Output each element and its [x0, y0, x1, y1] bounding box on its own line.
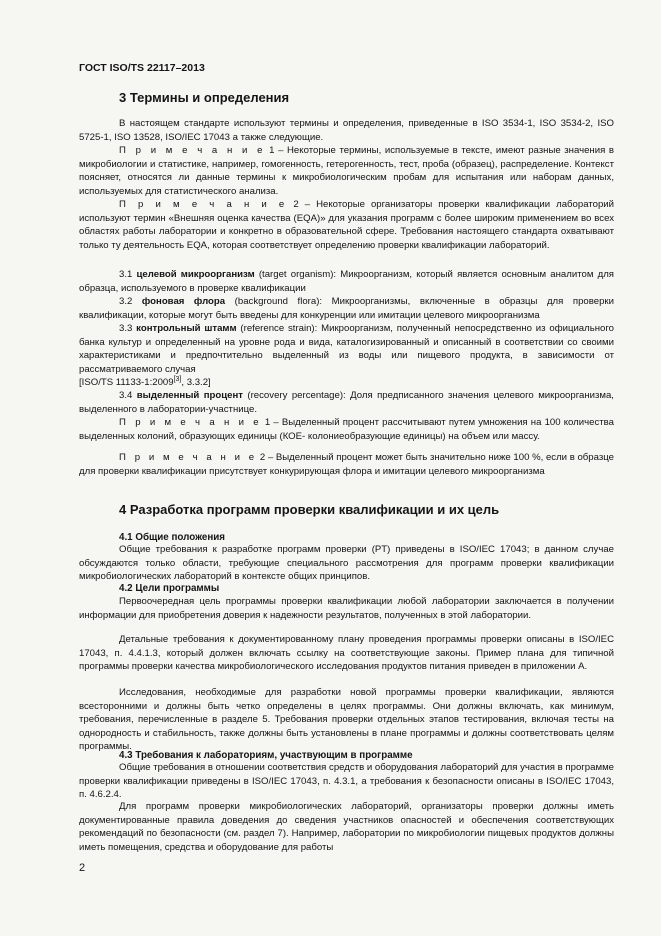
term-3-4-note-2: [79, 451, 614, 478]
note-number: 1 –: [265, 145, 287, 156]
term-3-3: [79, 322, 614, 376]
section-3-title: 3 Термины и определения: [119, 90, 290, 105]
note-text: Некоторые организаторы проверки квалификации лабораторий используют термин «Внешняя оценка качества (EQA)» для указания программ с более широким применением во всех областях работы лаборатории и конкретно в образовательной сфере. Требования настоящего стандарта охватывают только ту деятельность EQA, которая соответствует определению проверки квалификации лабораторий.: [79, 199, 614, 251]
term-definition: (target organism): Микроорганизм, который является основным аналитом для образца, используемого в проверке квалификации: [79, 269, 614, 294]
term-3-3-reference: [79, 376, 614, 390]
section-4-title: 4 Разработка программ проверки квалификации и их цель: [119, 502, 500, 517]
reference-sup: [3]: [173, 375, 182, 383]
term-name: контрольный штамм: [136, 323, 237, 334]
term-definition: (reference strain): Микроорганизм, полученный непосредственно из официального банка культур и определенный на уровне рода и вида, каталогизированный и описанный в соответствии со своими характеристиками и предпочтительно выделенный из воды или пищевого продукта, в зависимости от рассматриваемого случая: [79, 323, 614, 375]
term-number: 3.3: [119, 323, 137, 334]
term-number: 3.1: [119, 269, 137, 280]
note-2: [79, 198, 614, 252]
subsection-4-1-paragraph: Общие требования к разработке программ проверки (PT) приведены в ISO/IEC 17043; в данном случае обсуждаются только области, требующие специального рассмотрения для программ проверки квалификации микробиологических лабораторий в контексте общих принципов.: [79, 544, 614, 582]
subsection-4-2-title: 4.2 Цели программы: [119, 583, 220, 594]
term-3-2: [79, 295, 614, 322]
subsection-4-3-title: 4.3 Требования к лабораториям, участвующим в программе: [119, 750, 413, 761]
note-1: [79, 144, 614, 198]
section-3-intro: В настоящем стандарте используют термины и определения, приведенные в ISO 3534-1, ISO 3534-2, ISO 5725-1, ISO 13528, ISO/IEC 17043 а также следующие.: [79, 118, 614, 143]
note-number: 2 –: [287, 199, 317, 210]
term-3-1: [79, 268, 614, 295]
term-number: 3.2: [119, 296, 142, 307]
note-label: П р и м е ч а н и е: [119, 199, 288, 210]
subsection-4-2-paragraph-2: Детальные требования к документированному плану проведения программы проверки описаны в ISO/IEC 17043, п. 4.4.1.3, который должен включать ссылку на соответствующие законы. Пример плана для типичной программы проверки качества микробиологического исследования продуктов питания приведен в приложении А.: [79, 634, 614, 672]
note-text: Выделенный процент рассчитывают путем умножения на 100 количества выделенных колоний, образующих единицы (КОЕ- колониеобразующие единицы) на объем или массу.: [79, 417, 614, 442]
term-name: выделенный процент: [136, 390, 243, 401]
note-number: 2 –: [257, 452, 276, 463]
term-3-4: [79, 389, 614, 416]
subsection-4-2-paragraph-3: Исследования, необходимые для разработки новой программы проверки квалификации, являются всесторонними и должны быть четко определены в целях программы. Они должны включать, как минимум, требования, перечисленные в разделе 5. Требования проверки отдельных этапов тестирования, включая тесты на однородность и стабильность, также должны быть установлены в плане программы и должны соответствовать целям программы.: [79, 687, 614, 752]
subsection-4-2-paragraph-1: Первоочередная цель программы проверки квалификации любой лаборатории заключается в получении информации для приобретения доверия к надежности результатов, полученных в этой лаборатории.: [79, 596, 614, 621]
page-number: 2: [79, 862, 86, 874]
note-label: П р и м е ч а н и е: [119, 452, 258, 463]
note-label: П р и м е ч а н и е: [119, 145, 266, 156]
term-number: 3.4: [119, 390, 137, 401]
note-label: П р и м е ч а н и е: [119, 417, 262, 428]
subsection-4-3-paragraph-2: Для программ проверки микробиологических лабораторий, организаторы проверки должны иметь документированные правила доведения до сведения участников опасностей и обеспечения соответствующих рекомендаций по безопасности (см. раздел 7). Например, лаборатории по микробиологии пищевых продуктов должны иметь помещения, средства и оборудование для работы: [79, 801, 614, 853]
subsection-4-3-paragraph-1: Общие требования в отношении соответствия средств и оборудования лабораторий для участия в программе проверки квалификации приведены в ISO/IEC 17043, п. 4.3.1, а требования к безопасности описаны в ISO/IEC 17043, п. 4.6.2.4.: [79, 762, 614, 800]
term-definition: (background flora): Микроорганизмы, включенные в образцы для проверки квалификации, которые могут быть введены для конкуренции или имитации целевого микроорганизма: [79, 296, 614, 321]
reference-tail: , 3.3.2]: [181, 377, 211, 388]
note-text: Выделенный процент может быть значительно ниже 100 %, если в образце для проверки квалификации присутствует конкурирующая флора и имитации целевого микроорганизма: [79, 452, 614, 477]
reference-text: [ISO/TS 11133-1:2009: [79, 377, 174, 388]
term-3-4-note-1: [79, 416, 614, 443]
term-name: фоновая флора: [141, 296, 226, 307]
note-text: Некоторые термины, используемые в тексте, имеют разные значения в микробиологии и статистике, например, гомогенность, гетерогенность, тест, проба (образец), распределение. Контекст поясняет, относятся ли данные термины к микробиологическим пробам для испытания или наборам данных, используемых для статистического анализа.: [79, 145, 614, 197]
standard-header: ГОСТ ISO/TS 22117–2013: [79, 62, 205, 74]
term-name: целевой микроорганизм: [136, 269, 255, 280]
term-definition: (recovery percentage): Доля предписанного значения целевого микроорганизма, выделенного в лаборатории-участнице.: [79, 390, 614, 415]
note-number: 1 –: [261, 417, 282, 428]
subsection-4-1-title: 4.1 Общие положения: [119, 532, 226, 543]
